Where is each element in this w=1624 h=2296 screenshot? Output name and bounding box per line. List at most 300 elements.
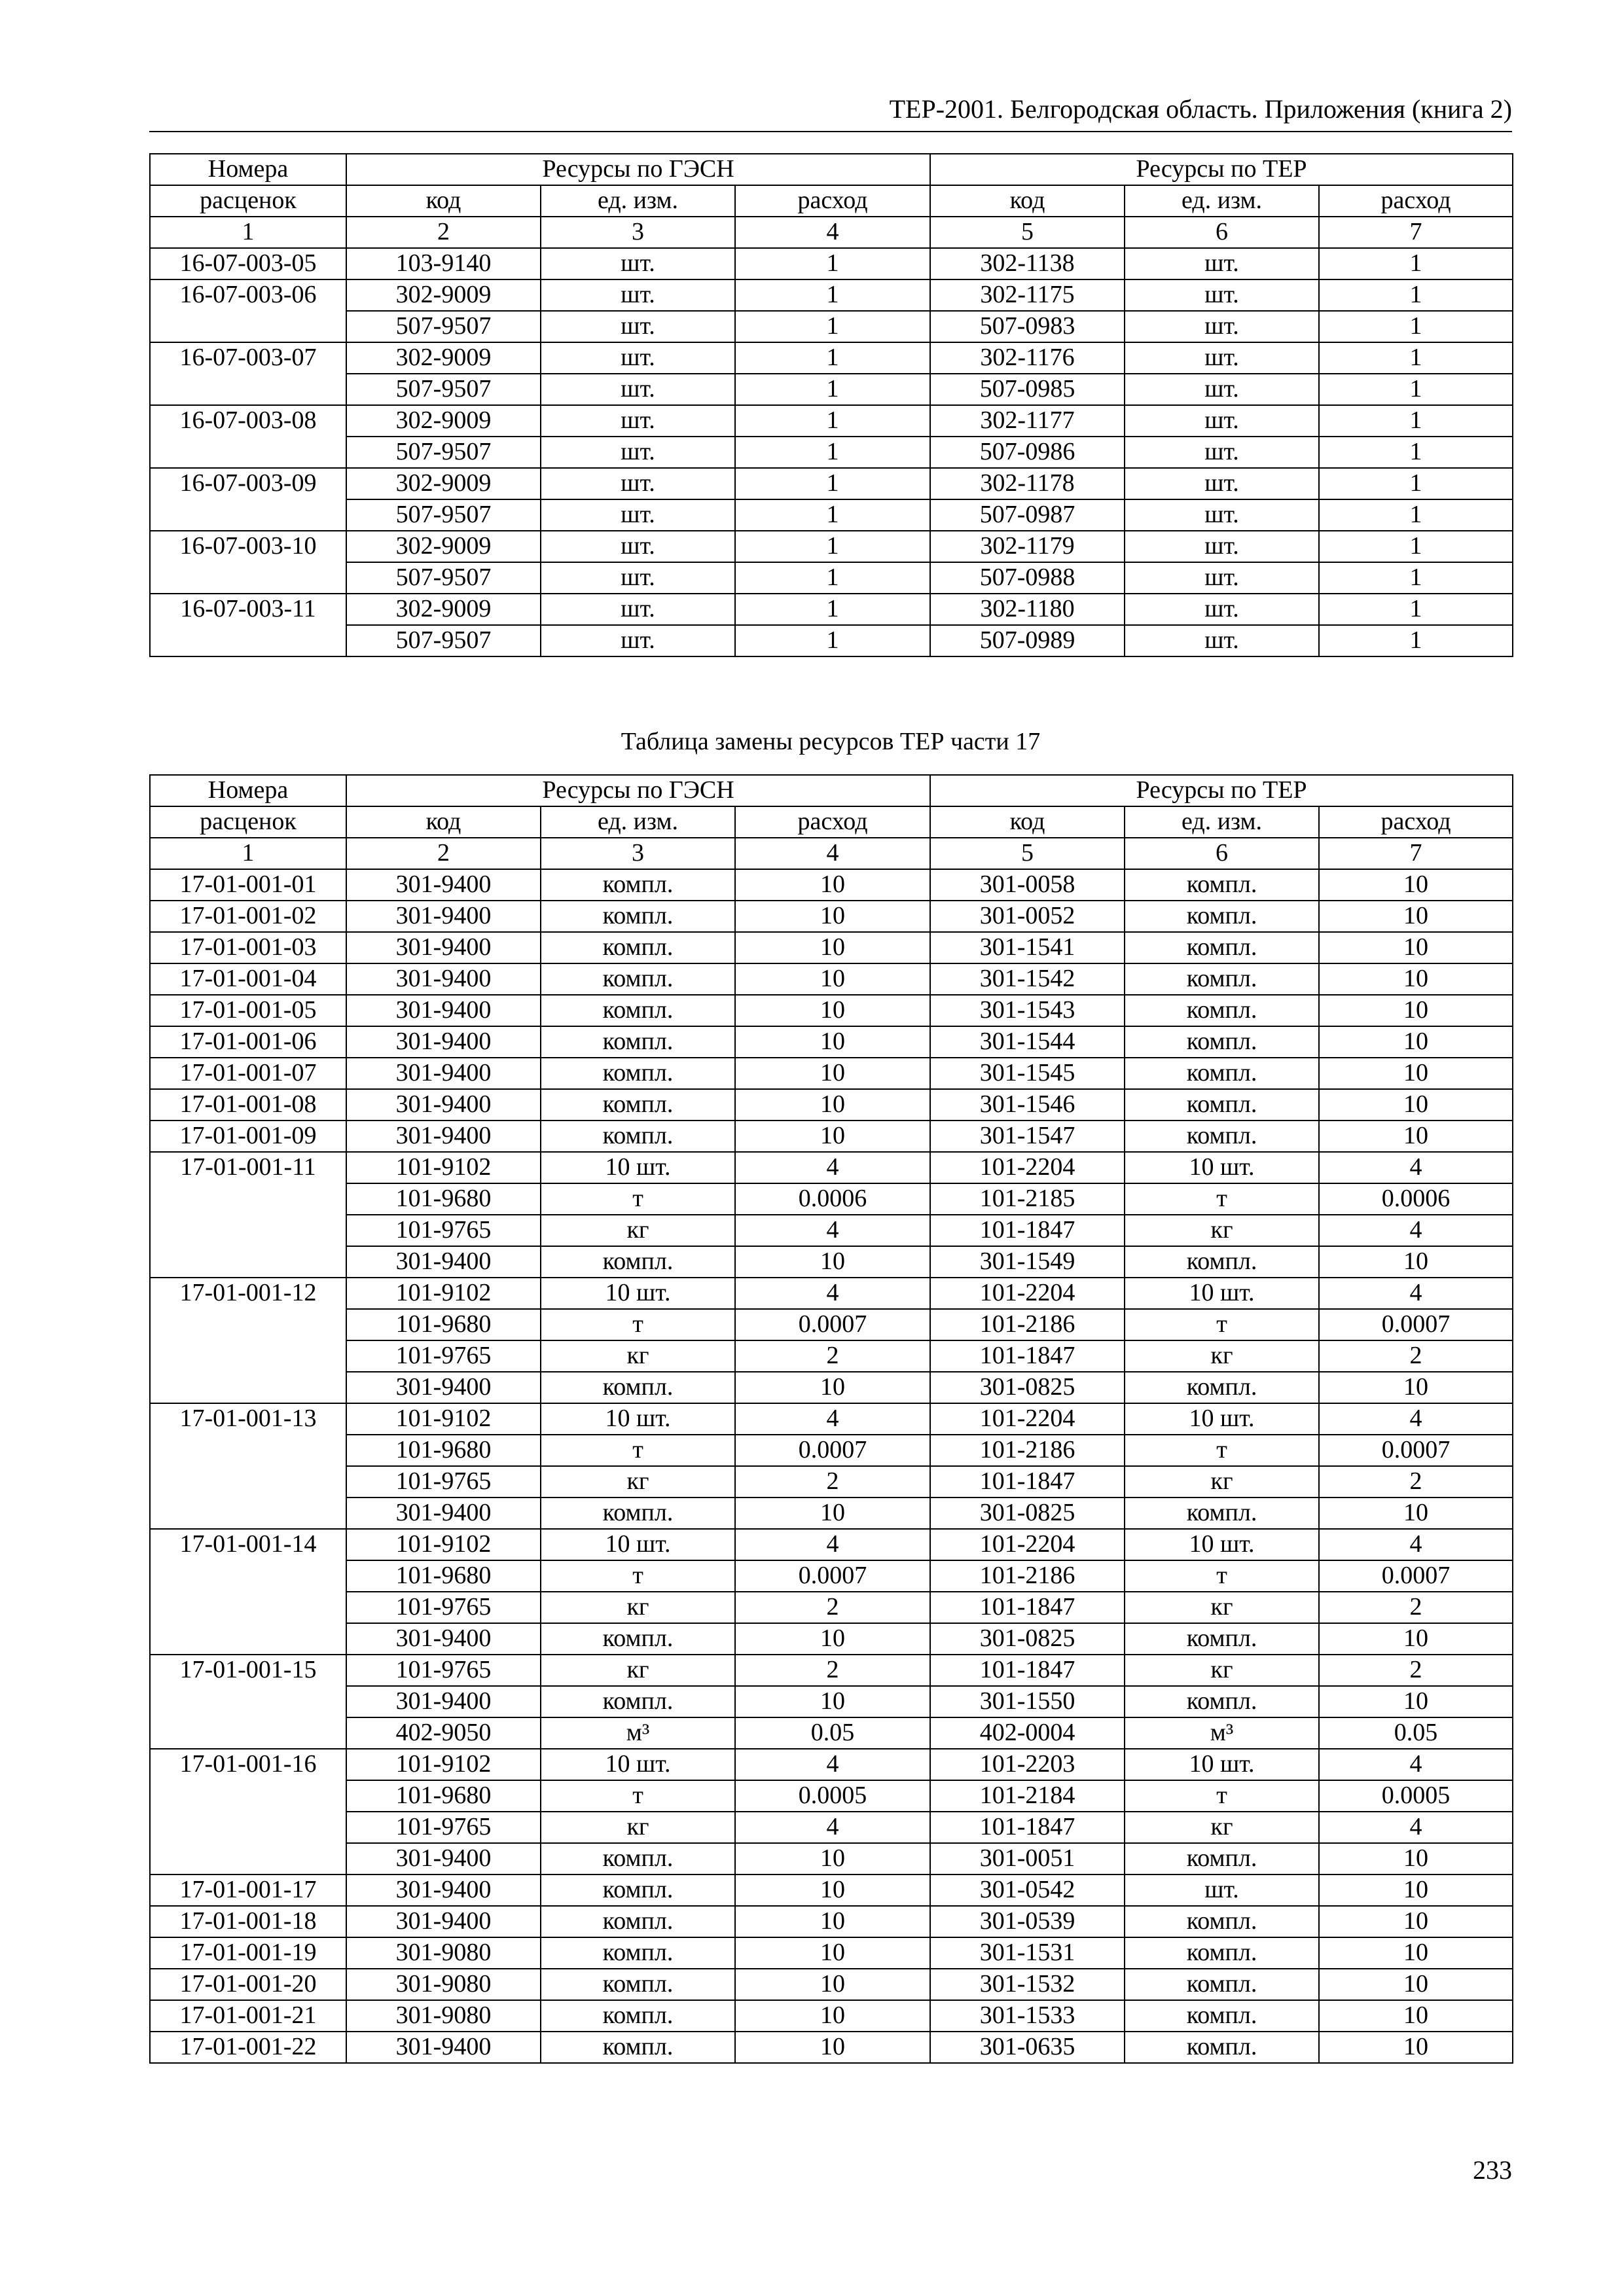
ter-consumption-cell: 0.05 (1319, 1717, 1513, 1749)
table-row (150, 625, 1513, 656)
gesn-unit-cell: шт. (541, 342, 735, 374)
gesn-code-cell: 101-9765 (346, 1340, 541, 1372)
gesn-code-cell: 103-9140 (346, 248, 541, 279)
table-body (150, 869, 1513, 2063)
ter-code-cell: 301-0825 (930, 1372, 1125, 1403)
ter-unit-cell: 10 шт. (1125, 1529, 1319, 1560)
rate-number-cell: 16-07-003-05 (150, 248, 346, 279)
gesn-unit-cell: м³ (541, 1717, 735, 1749)
gesn-consumption-cell: 4 (735, 1529, 930, 1560)
gesn-consumption-cell: 10 (735, 1498, 930, 1529)
table-row (150, 1435, 1513, 1466)
gesn-consumption-cell: 4 (735, 1215, 930, 1246)
gesn-unit-cell: т (541, 1183, 735, 1215)
gesn-consumption-cell: 1 (735, 248, 930, 279)
gesn-code-cell: 301-9400 (346, 1906, 541, 1937)
resource-replacement-table-17 (149, 774, 1513, 2064)
column-number: 3 (541, 217, 735, 248)
gesn-consumption-cell: 1 (735, 279, 930, 311)
gesn-consumption-cell: 0.0006 (735, 1183, 930, 1215)
table-row (150, 1749, 1513, 1780)
rate-number-cell: 17-01-001-17 (150, 1874, 346, 1906)
column-number: 6 (1125, 217, 1319, 248)
gesn-code-cell: 101-9680 (346, 1780, 541, 1812)
ter-unit-cell: компл. (1125, 1498, 1319, 1529)
table-row (150, 995, 1513, 1026)
rate-number-cell: 17-01-001-04 (150, 963, 346, 995)
ter-resources-header: Ресурсы по ТЕР (930, 154, 1513, 185)
ter-unit-cell: компл. (1125, 1372, 1319, 1403)
gesn-consumption-cell: 0.0007 (735, 1560, 930, 1592)
rate-numbers-header-line2: расценок (150, 185, 346, 217)
ter-consumption-cell: 10 (1319, 901, 1513, 932)
ter-consumption-cell: 4 (1319, 1152, 1513, 1183)
rate-number-cell: 17-01-001-14 (150, 1529, 346, 1655)
gesn-code-cell: 301-9400 (346, 1686, 541, 1717)
ter-unit-cell: компл. (1125, 1121, 1319, 1152)
ter-unit-cell: компл. (1125, 1089, 1319, 1121)
gesn-consumption-cell: 10 (735, 869, 930, 901)
gesn-consumption-cell: 10 (735, 963, 930, 995)
rate-number-cell: 17-01-001-20 (150, 1969, 346, 2000)
ter-consumption-cell: 10 (1319, 2032, 1513, 2063)
ter-code-cell: 302-1178 (930, 468, 1125, 499)
gesn-code-cell: 301-9400 (346, 1843, 541, 1874)
ter-consumption-cell: 1 (1319, 625, 1513, 656)
ter-unit-cell: компл. (1125, 1843, 1319, 1874)
ter-unit-cell: кг (1125, 1466, 1319, 1498)
ter-code-cell: 302-1177 (930, 405, 1125, 437)
ter-consumption-cell: 10 (1319, 995, 1513, 1026)
ter-consumption-cell: 2 (1319, 1466, 1513, 1498)
gesn-consumption-cell: 10 (735, 901, 930, 932)
gesn-code-cell: 302-9009 (346, 531, 541, 562)
ter-consumption-cell: 10 (1319, 1058, 1513, 1089)
gesn-code-cell: 101-9102 (346, 1749, 541, 1780)
ter-unit-cell: шт. (1125, 437, 1319, 468)
gesn-code-cell: 302-9009 (346, 468, 541, 499)
ter-code-cell: 101-2186 (930, 1435, 1125, 1466)
table-row (150, 2032, 1513, 2063)
gesn-consumption-cell: 10 (735, 1058, 930, 1089)
ter-code-cell: 101-2184 (930, 1780, 1125, 1812)
table-row (150, 1309, 1513, 1340)
gesn-code-cell: 101-9680 (346, 1309, 541, 1340)
gesn-unit-cell: шт. (541, 531, 735, 562)
gesn-consumption-cell: 10 (735, 2032, 930, 2063)
table-row (150, 932, 1513, 963)
rate-number-cell: 16-07-003-07 (150, 342, 346, 405)
gesn-unit-cell: компл. (541, 1372, 735, 1403)
gesn-consumption-cell: 1 (735, 437, 930, 468)
gesn-code-cell: 101-9765 (346, 1812, 541, 1843)
ter-consumption-cell: 1 (1319, 279, 1513, 311)
ter-consumption-cell: 0.0007 (1319, 1435, 1513, 1466)
ter-consumption-cell: 0.0005 (1319, 1780, 1513, 1812)
gesn-unit-cell: шт. (541, 562, 735, 594)
gesn-consumption-cell: 10 (735, 1843, 930, 1874)
ter-code-cell: 101-1847 (930, 1655, 1125, 1686)
ter-consumption-cell: 1 (1319, 468, 1513, 499)
gesn-code-cell: 101-9102 (346, 1529, 541, 1560)
ter-code-cell: 507-0986 (930, 437, 1125, 468)
ter-code-cell: 301-0825 (930, 1623, 1125, 1655)
table-row (150, 1780, 1513, 1812)
ter-unit-cell: компл. (1125, 932, 1319, 963)
ter-consumption-cell: 10 (1319, 1623, 1513, 1655)
rate-number-cell: 17-01-001-01 (150, 869, 346, 901)
gesn-unit-cell: компл. (541, 1498, 735, 1529)
ter-code-cell: 301-0635 (930, 2032, 1125, 2063)
gesn-unit-cell: т (541, 1780, 735, 1812)
ter-consumption-cell: 1 (1319, 405, 1513, 437)
gesn-code-cell: 402-9050 (346, 1717, 541, 1749)
gesn-code-cell: 302-9009 (346, 279, 541, 311)
table-row (150, 1843, 1513, 1874)
gesn-consumption-cell: 0.0007 (735, 1309, 930, 1340)
table-row (150, 531, 1513, 562)
gesn-consumption-cell: 1 (735, 562, 930, 594)
ter-unit-cell: кг (1125, 1592, 1319, 1623)
ter-code-cell: 301-0542 (930, 1874, 1125, 1906)
gesn-code-cell: 302-9009 (346, 342, 541, 374)
gesn-unit-cell: шт. (541, 499, 735, 531)
gesn-consumption-cell: 10 (735, 1686, 930, 1717)
rate-number-cell: 17-01-001-06 (150, 1026, 346, 1058)
gesn-unit-cell: шт. (541, 594, 735, 625)
ter-consumption-cell: 10 (1319, 1121, 1513, 1152)
rate-number-cell: 17-01-001-13 (150, 1403, 346, 1529)
gesn-code-cell: 301-9400 (346, 869, 541, 901)
ter-code-cell: 301-0051 (930, 1843, 1125, 1874)
ter-unit-cell: шт. (1125, 374, 1319, 405)
column-number: 6 (1125, 838, 1319, 869)
ter-code-cell: 301-1543 (930, 995, 1125, 1026)
ter-consumption-cell: 1 (1319, 437, 1513, 468)
column-number: 5 (930, 838, 1125, 869)
ter-code-cell: 302-1180 (930, 594, 1125, 625)
table-row (150, 1592, 1513, 1623)
gesn-consumption-cell: 1 (735, 625, 930, 656)
table-row (150, 1874, 1513, 1906)
ter-code-cell: 301-1541 (930, 932, 1125, 963)
ter-consumption-cell: 2 (1319, 1655, 1513, 1686)
ter-code-cell: 301-1550 (930, 1686, 1125, 1717)
ter-unit-cell: шт. (1125, 405, 1319, 437)
table-row (150, 342, 1513, 374)
gesn-unit-cell: кг (541, 1215, 735, 1246)
ter-code-cell: 507-0989 (930, 625, 1125, 656)
ter-code-cell: 301-0825 (930, 1498, 1125, 1529)
gesn-resources-header: Ресурсы по ГЭСН (346, 775, 930, 806)
gesn-code-cell: 301-9400 (346, 1498, 541, 1529)
ter-unit-cell: шт. (1125, 279, 1319, 311)
table-row (150, 1340, 1513, 1372)
ter-unit-header: ед. изм. (1125, 185, 1319, 217)
rate-numbers-header-line1: Номера (150, 154, 346, 185)
gesn-code-cell: 301-9400 (346, 1089, 541, 1121)
table-row (150, 405, 1513, 437)
ter-code-cell: 507-0983 (930, 311, 1125, 342)
ter-unit-cell: 10 шт. (1125, 1403, 1319, 1435)
gesn-code-cell: 301-9080 (346, 2000, 541, 2032)
gesn-unit-cell: шт. (541, 248, 735, 279)
ter-consumption-cell: 4 (1319, 1215, 1513, 1246)
ter-code-cell: 101-1847 (930, 1592, 1125, 1623)
rate-number-cell: 16-07-003-06 (150, 279, 346, 342)
gesn-code-cell: 301-9400 (346, 1121, 541, 1152)
gesn-consumption-cell: 1 (735, 342, 930, 374)
ter-consumption-cell: 10 (1319, 932, 1513, 963)
ter-unit-header: ед. изм. (1125, 806, 1319, 838)
column-number: 4 (735, 838, 930, 869)
ter-consumption-cell: 10 (1319, 1089, 1513, 1121)
table-row (150, 1121, 1513, 1152)
ter-consumption-cell: 10 (1319, 2000, 1513, 2032)
ter-code-cell: 101-2185 (930, 1183, 1125, 1215)
ter-consumption-cell: 10 (1319, 1843, 1513, 1874)
table-row (150, 1403, 1513, 1435)
ter-consumption-cell: 1 (1319, 374, 1513, 405)
gesn-consumption-cell: 10 (735, 932, 930, 963)
gesn-unit-cell: 10 шт. (541, 1749, 735, 1780)
gesn-code-cell: 101-9102 (346, 1403, 541, 1435)
gesn-consumption-cell: 2 (735, 1592, 930, 1623)
gesn-consumption-cell: 10 (735, 1874, 930, 1906)
gesn-unit-cell: шт. (541, 625, 735, 656)
rate-numbers-header-line1: Номера (150, 775, 346, 806)
ter-consumption-cell: 1 (1319, 594, 1513, 625)
gesn-unit-cell: компл. (541, 1246, 735, 1278)
ter-unit-cell: шт. (1125, 468, 1319, 499)
gesn-consumption-header: расход (735, 185, 930, 217)
ter-consumption-cell: 4 (1319, 1278, 1513, 1309)
gesn-unit-cell: 10 шт. (541, 1403, 735, 1435)
ter-consumption-cell: 10 (1319, 869, 1513, 901)
gesn-code-cell: 301-9400 (346, 1372, 541, 1403)
gesn-consumption-cell: 2 (735, 1466, 930, 1498)
gesn-consumption-cell: 4 (735, 1749, 930, 1780)
table-row (150, 1152, 1513, 1183)
ter-consumption-cell: 2 (1319, 1340, 1513, 1372)
table-row (150, 374, 1513, 405)
gesn-code-cell: 101-9765 (346, 1215, 541, 1246)
gesn-code-header: код (346, 185, 541, 217)
gesn-code-cell: 301-9400 (346, 901, 541, 932)
gesn-unit-cell: 10 шт. (541, 1529, 735, 1560)
gesn-unit-cell: шт. (541, 279, 735, 311)
gesn-unit-cell: компл. (541, 963, 735, 995)
ter-unit-cell: кг (1125, 1340, 1319, 1372)
gesn-consumption-cell: 10 (735, 1246, 930, 1278)
gesn-unit-cell: компл. (541, 2000, 735, 2032)
ter-code-cell: 101-2204 (930, 1529, 1125, 1560)
ter-code-cell: 301-0539 (930, 1906, 1125, 1937)
table-row (150, 1812, 1513, 1843)
table-row (150, 248, 1513, 279)
gesn-consumption-cell: 2 (735, 1655, 930, 1686)
ter-code-cell: 101-2204 (930, 1152, 1125, 1183)
rate-number-cell: 17-01-001-05 (150, 995, 346, 1026)
rate-number-cell: 17-01-001-12 (150, 1278, 346, 1403)
column-number: 5 (930, 217, 1125, 248)
gesn-code-cell: 101-9680 (346, 1560, 541, 1592)
rate-number-cell: 16-07-003-11 (150, 594, 346, 656)
rate-number-cell: 17-01-001-08 (150, 1089, 346, 1121)
gesn-unit-cell: 10 шт. (541, 1152, 735, 1183)
gesn-unit-cell: компл. (541, 1058, 735, 1089)
ter-consumption-cell: 4 (1319, 1403, 1513, 1435)
gesn-consumption-cell: 0.0005 (735, 1780, 930, 1812)
gesn-consumption-cell: 4 (735, 1403, 930, 1435)
ter-code-cell: 301-0058 (930, 869, 1125, 901)
gesn-unit-cell: компл. (541, 932, 735, 963)
gesn-unit-cell: компл. (541, 869, 735, 901)
gesn-consumption-cell: 10 (735, 995, 930, 1026)
gesn-consumption-cell: 10 (735, 1969, 930, 2000)
table-row (150, 1686, 1513, 1717)
table-row (150, 963, 1513, 995)
gesn-code-cell: 507-9507 (346, 311, 541, 342)
gesn-unit-cell: компл. (541, 1937, 735, 1969)
gesn-consumption-cell: 10 (735, 1026, 930, 1058)
ter-consumption-cell: 4 (1319, 1812, 1513, 1843)
ter-consumption-cell: 10 (1319, 1874, 1513, 1906)
ter-code-cell: 302-1175 (930, 279, 1125, 311)
table-row (150, 1906, 1513, 1937)
ter-consumption-cell: 4 (1319, 1529, 1513, 1560)
page-number: 233 (1473, 2155, 1512, 2185)
column-number: 2 (346, 217, 541, 248)
ter-code-cell: 301-1533 (930, 2000, 1125, 2032)
table-row (150, 468, 1513, 499)
ter-unit-cell: т (1125, 1183, 1319, 1215)
ter-consumption-cell: 10 (1319, 1246, 1513, 1278)
rate-number-cell: 16-07-003-08 (150, 405, 346, 468)
ter-code-cell: 101-1847 (930, 1466, 1125, 1498)
rate-number-cell: 17-01-001-22 (150, 2032, 346, 2063)
gesn-consumption-cell: 4 (735, 1812, 930, 1843)
table-row (150, 1937, 1513, 1969)
gesn-consumption-cell: 4 (735, 1278, 930, 1309)
rate-number-cell: 17-01-001-18 (150, 1906, 346, 1937)
rate-number-cell: 17-01-001-11 (150, 1152, 346, 1278)
ter-code-header: код (930, 185, 1125, 217)
gesn-code-cell: 301-9400 (346, 1246, 541, 1278)
table-row (150, 562, 1513, 594)
gesn-code-cell: 301-9080 (346, 1969, 541, 2000)
rate-number-cell: 17-01-001-03 (150, 932, 346, 963)
gesn-code-cell: 301-9400 (346, 1058, 541, 1089)
table-row (150, 1183, 1513, 1215)
ter-consumption-cell: 10 (1319, 1906, 1513, 1937)
gesn-code-cell: 507-9507 (346, 625, 541, 656)
gesn-consumption-cell: 10 (735, 1906, 930, 1937)
gesn-consumption-cell: 0.0007 (735, 1435, 930, 1466)
ter-unit-cell: 10 шт. (1125, 1152, 1319, 1183)
table-row (150, 311, 1513, 342)
ter-code-cell: 101-2204 (930, 1278, 1125, 1309)
ter-unit-cell: шт. (1125, 1874, 1319, 1906)
gesn-consumption-cell: 1 (735, 405, 930, 437)
ter-unit-cell: т (1125, 1435, 1319, 1466)
table-row (150, 1372, 1513, 1403)
ter-unit-cell: шт. (1125, 625, 1319, 656)
gesn-consumption-cell: 1 (735, 594, 930, 625)
ter-code-cell: 101-2186 (930, 1309, 1125, 1340)
ter-unit-cell: кг (1125, 1215, 1319, 1246)
table-row (150, 1717, 1513, 1749)
ter-unit-cell: компл. (1125, 1686, 1319, 1717)
table-row (150, 1089, 1513, 1121)
ter-unit-cell: шт. (1125, 531, 1319, 562)
gesn-code-cell: 301-9400 (346, 1874, 541, 1906)
ter-consumption-cell: 10 (1319, 1686, 1513, 1717)
ter-unit-cell: компл. (1125, 1623, 1319, 1655)
gesn-unit-cell: т (541, 1309, 735, 1340)
gesn-consumption-cell: 1 (735, 499, 930, 531)
table-row (150, 279, 1513, 311)
gesn-unit-cell: компл. (541, 2032, 735, 2063)
gesn-code-cell: 101-9765 (346, 1655, 541, 1686)
table-row (150, 437, 1513, 468)
gesn-unit-cell: компл. (541, 901, 735, 932)
rate-number-cell: 17-01-001-15 (150, 1655, 346, 1749)
ter-code-cell: 302-1176 (930, 342, 1125, 374)
gesn-consumption-cell: 1 (735, 311, 930, 342)
rate-numbers-header-line2: расценок (150, 806, 346, 838)
rate-number-cell: 17-01-001-19 (150, 1937, 346, 1969)
table-row (150, 1969, 1513, 2000)
ter-code-cell: 301-1542 (930, 963, 1125, 995)
gesn-consumption-cell: 10 (735, 1121, 930, 1152)
column-number: 1 (150, 217, 346, 248)
ter-code-cell: 101-2203 (930, 1749, 1125, 1780)
column-number: 1 (150, 838, 346, 869)
table-row (150, 2000, 1513, 2032)
ter-code-cell: 101-2186 (930, 1560, 1125, 1592)
table-row (150, 901, 1513, 932)
gesn-code-cell: 301-9400 (346, 995, 541, 1026)
table-row (150, 1529, 1513, 1560)
column-number: 3 (541, 838, 735, 869)
table-row (150, 1058, 1513, 1089)
ter-unit-cell: компл. (1125, 1026, 1319, 1058)
column-number: 7 (1319, 838, 1513, 869)
rate-number-cell: 17-01-001-21 (150, 2000, 346, 2032)
gesn-code-cell: 301-9400 (346, 2032, 541, 2063)
ter-unit-cell: кг (1125, 1655, 1319, 1686)
ter-unit-cell: шт. (1125, 342, 1319, 374)
ter-consumption-cell: 10 (1319, 1026, 1513, 1058)
gesn-unit-cell: кг (541, 1592, 735, 1623)
gesn-consumption-cell: 10 (735, 1937, 930, 1969)
gesn-code-cell: 101-9765 (346, 1466, 541, 1498)
gesn-unit-cell: кг (541, 1812, 735, 1843)
ter-unit-cell: компл. (1125, 1246, 1319, 1278)
gesn-unit-cell: кг (541, 1466, 735, 1498)
ter-consumption-cell: 10 (1319, 1372, 1513, 1403)
gesn-code-cell: 101-9102 (346, 1152, 541, 1183)
gesn-consumption-cell: 1 (735, 531, 930, 562)
ter-unit-cell: компл. (1125, 1058, 1319, 1089)
rate-number-cell: 16-07-003-10 (150, 531, 346, 594)
gesn-unit-cell: компл. (541, 1026, 735, 1058)
ter-unit-cell: шт. (1125, 562, 1319, 594)
gesn-consumption-cell: 10 (735, 1372, 930, 1403)
ter-code-header: код (930, 806, 1125, 838)
gesn-consumption-cell: 10 (735, 2000, 930, 2032)
